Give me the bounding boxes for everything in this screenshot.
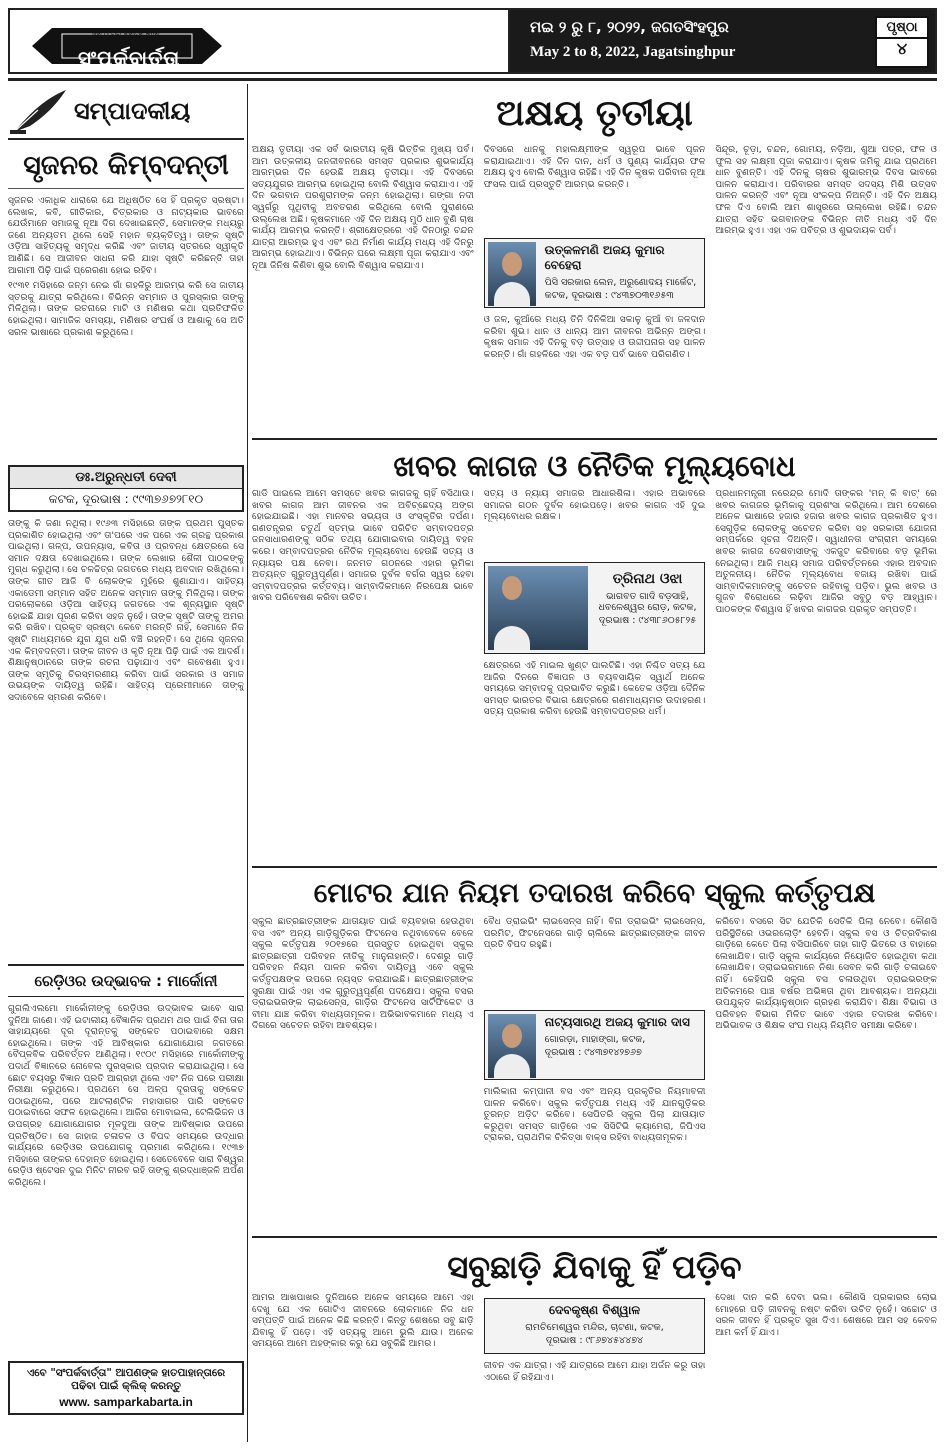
article-column: ସିନ୍ଦୂର, ଚୂଡ଼ା, ଚନ୍ଦନ, ଗୋମୟ, ନଡ଼ିଆ, ଶୁଆ ପତ୍ର, ଫଳ ଓ ଫୁଲ ସହ ଲକ୍ଷ୍ମୀ ପୂଜା କରାଯାଏ। କୃଷକ ଜମିକୁ ଯାଇ ପ୍ରଥମେ ଧାନ ବୁଣନ୍ତି। ଏହି ଦିନକୁ ଚାଷର ଶୁଭାରମ୍ଭ ଦିବସ ଭାବରେ ପାଳନ କରାଯାଏ। ପରିବାରର ସମସ୍ତ ସଦସ୍ୟ ମିଶି ଉତ୍ସବ ପାଳନ କରନ୍ତି ଏବଂ ନୂଆ ସଂକଳ୍ପ ନିଅନ୍ତି। ଏହି ଦିନ ଅକ୍ଷୟ ଫଳ ଦିଏ ବୋଲି ଆମ ଶାସ୍ତ୍ରରେ ଉଲ୍ଲେଖ ରହିଛି। ଚନ୍ଦନ ଯାତ୍ରା ସହିତ ଭଗବାନଙ୍କ ବିଭିନ୍ନ ନୀତି ମଧ୍ୟ ଏହି ଦିନ ଆରମ୍ଭ ହୁଏ। ଏହା ଏକ ପବିତ୍ର ଓ ଶୁଭଦାୟକ ପର୍ବ। bbox=[715, 144, 938, 237]
article-column: ସ୍କୁଲ ଛାତ୍ରଛାତ୍ରୀଙ୍କ ଯାତାୟାତ ପାଇଁ ବ୍ୟବହାର ହେଉଥିବା ବସ ଏବଂ ଅନ୍ୟ ଗାଡ଼ିଗୁଡ଼ିକର ଫିଟନେସ ନଥିବାବେଳେ ବେଳେ ସ୍କୁଲ କର୍ତ୍ତୃପକ୍ଷ ୨୦୧୭ରେ ପ୍ରସ୍ତୁତ ହୋଇଥିବା ସ୍କୁଲ ଛାତ୍ରଛାତ୍ରୀ ପରିବହନ ନୀତିକୁ ମାନୁନାହାନ୍ତି। ଦେଶରୁ ଗାଡ଼ି ପରିବହନ ନିୟମ ପାଳନ କରିବା ଦାୟିତ୍ୱ ଏବେ ସ୍କୁଲ କର୍ତ୍ତୃପକ୍ଷଙ୍କ ଉପରେ ନ୍ୟସ୍ତ କରାଯାଇଛି। ଛାତ୍ରଛାତ୍ରୀଙ୍କ ସୁରକ୍ଷା ପାଇଁ ଏହା ଏକ ଗୁରୁତ୍ୱପୂର୍ଣ୍ଣ ପଦକ୍ଷେପ। ସ୍କୁଲ ବସର ଡ୍ରାଇଭରଙ୍କ ଲାଇସେନ୍ସ, ଗାଡ଼ିର ଫିଟନେସ ସାର୍ଟିଫିକେଟ ଓ ବୀମା ଯାଞ୍ଚ କରିବା ବାଧ୍ୟତାମୂଳକ। ଅଭିଭାବକମାନେ ମଧ୍ୟ ଏ ଦିଗରେ ସଚେତନ ରହିବା ଆବଶ୍ୟକ। bbox=[252, 916, 474, 1032]
masthead-rule bbox=[8, 78, 937, 81]
article-school-vehicle-rules bbox=[252, 872, 937, 1232]
author-phone: ଦୂରଭାଷ : ୯୪୩୮୬୦୫୮୨୫ bbox=[598, 615, 697, 626]
page-number: ୪ bbox=[896, 39, 908, 58]
article-text: ମାଲିକାନା କମ୍ପାନୀ ବସ ଏବଂ ଅନ୍ୟ ପ୍ରକୃତିର ନିୟମାବଳୀ ପାଳନ କରିବେ। ସ୍କୁଲ କର୍ତ୍ତୃପକ୍ଷ ମଧ୍ୟ ଏହି ଯାନଗୁଡ଼ିକର ତୁରନ୍ତ ଅଡ଼ିଟ କରିବେ। ସେପିତରି ସ୍କୁଲ ପିଲା ଯାତାୟାତ କରୁଥିବା ସମସ୍ତ ଗାଡ଼ିରେ ଏକ ସିସିଟିଭି କ୍ୟାମେରା, ଜିପିଏସ ଟ୍ରାକର, ପ୍ରାଥମିକ ଚିକିତ୍ସା ବାକ୍ସ ରହିବା ବାଧ୍ୟତାମୂଳକ। bbox=[483, 1086, 706, 1144]
article-column: କରିବେ। ବସରେ ସିଟ ଯେତିକି ସେତିକି ପିଲା ନେବେ। କୌଣସି ପରିସ୍ଥିତିରେ ଓଭରଲୋଡ଼ିଂ ହେବନି। ସ୍କୁଲ ବସ ଓ ଚିତ୍ରବିକାଶ ଗାଡ଼ିରେ କେତେ ପିଲା ବସିପାରିବେ ତାହା ଗାଡ଼ି ଭିତରେ ଓ ବାହାରେ ଲେଖାଯିବ। ଗାଡ଼ି ସ୍କୁଲ କାର୍ଯ୍ୟରେ ନିୟୋଜିତ ହୋଇଥିବା କଥା ଲେଖାଯିବ। ଡ୍ରାଇଭରମାନେ ନିଶା ସେବନ କରି ଗାଡ଼ି ଚଳାଇବେ ନାହିଁ। କେହିପରି ସ୍କୁଲ ବସ ଚଳାଉଥିବା ଡ୍ରାଇଭରଙ୍କ ଅତିକମରେ ପାଞ୍ଚ ବର୍ଷର ଅଭିଜ୍ଞତା ଥିବା ଆବଶ୍ୟକ। ଅନ୍ୟଥା ଉପଯୁକ୍ତ କାର୍ଯ୍ୟାନୁଷ୍ଠାନ ଗ୍ରହଣ କରାଯିବ। ଶିକ୍ଷା ବିଭାଗ ଓ ପରିବହନ ବିଭାଗ ମିଳିତ ଭାବେ ଏହାର ତଦାରଖ କରିବେ। ଅଭିଭାବକ ଓ ଶିକ୍ଷକ ସଂଘ ମଧ୍ୟ ନିୟମିତ ସମୀକ୍ଷା କରିବେ। bbox=[715, 916, 938, 1032]
author-name: ଉତ୍କଳମଣି ଅଜୟ କୁମାର ବେହେରା bbox=[544, 243, 665, 272]
author-photo bbox=[488, 566, 588, 650]
author-phone: ଦୂରଭାଷ : ୯୮୬୭୪୫୪୪୭୪ bbox=[545, 1335, 644, 1346]
article-akshaya-tritiya bbox=[252, 84, 937, 436]
author-name: ତ୍ରିନାଥ ଓଝା bbox=[612, 571, 683, 587]
article-column: ଦେଖା ଦାନ କରି ଦେବା ଭଲ। କୌଣସି ପ୍ରକାରର ଲୋଭ ମୋହରେ ପଡ଼ି ଜୀବନକୁ ନଷ୍ଟ କରିବା ଉଚିତ ନୁହେଁ। ସଚ୍ଚୋଟ ଓ ସରଳ ଜୀବନ ହିଁ ପ୍ରକୃତ ସୁଖ ଦିଏ। ଶେଷରେ ଆମ ସହ କେବଳ ଆମ କର୍ମ ହିଁ ଯାଏ। bbox=[715, 1292, 938, 1338]
author-address: ପିସି ସରକାର ଲେନ, ଅରୁଣୋଦୟ ମାର୍କେଟ, bbox=[544, 277, 697, 288]
author-phone: କଟକ, ଦୂରଭାଷ : ୯୪୩୭୦୩୧୬୫୩ bbox=[544, 290, 674, 301]
article-title: ଅକ୍ଷୟ ତୃତୀୟା bbox=[496, 93, 693, 134]
radio-heading: ରେଡ଼ିଓର ଉଦ୍ଭାବକ : ମାର୍କୋନୀ bbox=[8, 964, 244, 997]
article-column bbox=[484, 1292, 706, 1440]
author-byline bbox=[484, 562, 706, 654]
article-text: ଜୀବନ ଏକ ଯାତ୍ରା। ଏହି ଯାତ୍ରାରେ ଆମେ ଯାହା ଅର୍ଜନ କରୁ ତାହା ଏଠାରେ ହିଁ ରହିଯାଏ। bbox=[483, 1360, 706, 1383]
article-text: ବୈଧ ଡ୍ରାଇଭିଂ ଲାଇସେନ୍ସ ନାହିଁ। ବିନା ଡ୍ରାଇଭିଂ ଲାଇସେନ୍ସ, ପରମିଟ, ଫିଟନେସରେ ଗାଡ଼ି ଚାଲିଲେ ଛାତ୍ରଛାତ୍ରୀଙ୍କ ଜୀବନ ପ୍ରତି ବିପଦ ରହୁଛି। bbox=[483, 916, 706, 951]
article-text: ସତ୍ୟ ଓ ନ୍ୟାୟ ସମାଜର ଆଧାରଶିଳା। ଏହାର ଅଭାବରେ ସମାଜର ଗଠନ ଦୁର୍ବଳ ହୋଇପଡ଼େ। ଖବର କାଗଜ ଏହି ଦୁଇ ମୂଲ୍ୟବୋଧର ରକ୍ଷକ। bbox=[483, 488, 706, 523]
author-name: ଦେବକୃଷ୍ଣ ବିଶ୍ୱାଳ bbox=[549, 1303, 640, 1317]
masthead-right bbox=[508, 8, 937, 74]
author-info bbox=[485, 1299, 705, 1350]
article-columns bbox=[252, 144, 937, 430]
quill-pen-icon bbox=[8, 86, 70, 136]
author-photo bbox=[488, 242, 536, 306]
article-title: ଖବର କାଗଜ ଓ ନୈତିକ ମୂଲ୍ୟବୋଧ bbox=[393, 449, 796, 483]
article-divider bbox=[252, 866, 937, 868]
masthead-left bbox=[8, 8, 508, 74]
author-info bbox=[539, 1011, 705, 1079]
masthead bbox=[8, 8, 937, 74]
promo-line-1: ଏବେ "ସଂପର୍କବାର୍ତ୍ତା" ଆପଣଙ୍କ ହାତପାହାନ୍ତାରେ bbox=[26, 1367, 226, 1379]
date-english: May 2 to 8, 2022, Jagatsinghpur bbox=[530, 44, 736, 60]
author-byline bbox=[484, 238, 706, 308]
promo-line-2: ପଢିବା ପାଇଁ କ୍ଲିକ୍ କରନ୍ତୁ bbox=[71, 1380, 181, 1392]
author-address: ରାମଚିମେଶ୍ୱର ମନ୍ଦିର, ଚାଟଣା, କଟକ, bbox=[525, 1322, 664, 1333]
page-number-box bbox=[875, 16, 929, 68]
editorial-author-phone: କଟକ, ଦୂରଭାଷ : ୯୯୩୭୬୭୨୮୧୦ bbox=[48, 492, 204, 506]
article-newspaper-ethics bbox=[252, 444, 937, 844]
editorial-body-1 bbox=[8, 189, 244, 459]
editorial-header bbox=[8, 84, 244, 140]
article-column bbox=[484, 916, 706, 1228]
editorial-body-3: ତାଙ୍କୁ କି ଜଣା ନଥିଲା। ୧୯୬୩ ମସିହାରେ ତାଙ୍କ ପ୍ରଥମ ପୁସ୍ତକ ପ୍ରକାଶିତ ହୋଇଥିଲା ଏବଂ ତା'ପରେ ଏକ ପରେ ଏକ ଗ୍ରନ୍ଥ ପ୍ରକାଶ ପାଇଥିଲା। ଗଳ୍ପ, ଉପନ୍ୟାସ, କବିତା ଓ ପ୍ରବନ୍ଧ କ୍ଷେତ୍ରରେ ସେ ସମାନ ଦକ୍ଷତା ଦେଖାଇଥିଲେ। ତାଙ୍କ ଲେଖାର ଶୈଳୀ ପାଠକଙ୍କୁ ମୁଗ୍ଧ କରୁଥିଲା। ସେ ଚଳଚ୍ଚିତ୍ର ଜଗତରେ ମଧ୍ୟ ଅବଦାନ ରଖିଥିଲେ। ତାଙ୍କ ଗୀତ ଆଜି ବି ଲୋକଙ୍କ ମୁହଁରେ ଶୁଣାଯାଏ। ସାହିତ୍ୟ ଏକାଡେମୀ ସମ୍ମାନ ସହିତ ଅନେକ ସମ୍ମାନ ତାଙ୍କୁ ମିଳିଥିଲା। ତାଙ୍କ ପରଲୋକରେ ଓଡ଼ିଆ ସାହିତ୍ୟ ଜଗତରେ ଏକ ଶୂନ୍ୟସ୍ଥାନ ସୃଷ୍ଟି ହୋଇଛି ଯାହା ପୂରଣ କରିବା ସହଜ ନୁହେଁ। ତାଙ୍କ ସୃଷ୍ଟି ତାଙ୍କୁ ଅମର କରି ରଖିବ। ପ୍ରକୃତ ସ୍ରଷ୍ଟା କେବେ ମରନ୍ତି ନାହିଁ, ସେମାନେ ନିଜ ସୃଷ୍ଟି ମାଧ୍ୟମରେ ଯୁଗ ଯୁଗ ଧରି ବଞ୍ଚି ରହନ୍ତି। ସେ ଥିଲେ ସୃଜନର ଏକ କିମ୍ବଦନ୍ତୀ। ତାଙ୍କ ଜୀବନ ଓ କୃତି ନୂଆ ପିଢ଼ି ପାଇଁ ଏକ ଆଦର୍ଶ। ଶିକ୍ଷାନୁଷ୍ଠାନରେ ତାଙ୍କ ରଚନା ପଢ଼ାଯାଏ ଏବଂ ଗବେଷଣା ହୁଏ। ତାଙ୍କ ସ୍ମୃତିକୁ ଚିରସ୍ମରଣୀୟ କରିବା ପାଇଁ ସରକାର ଓ ସମାଜ ଉଭୟଙ୍କ ଦାୟିତ୍ୱ ରହିଛି। ସାହିତ୍ୟ ପ୍ରେମୀମାନେ ତାଙ୍କୁ ସଦାବେଳେ ସ୍ମରଣ କରିବେ। bbox=[8, 518, 244, 703]
paper-name: ସଂପର୍କବାର୍ତ୍ତା bbox=[78, 46, 181, 70]
date-odia: ମଇ ୨ ରୁ ୮, ୨୦୨୨, ଜଗତସିଂହପୁର bbox=[530, 18, 729, 36]
website-link[interactable]: www. samparkabarta.in bbox=[59, 1395, 193, 1409]
article-text: ଦିବସରେ ଧାନକୁ ମହାଲକ୍ଷ୍ମୀଙ୍କ ସ୍ୱରୂପ ଭାବେ ପୂଜନ କରାଯାଇଥାଏ। ଏହି ଦିନ ଦାନ, ଧର୍ମ ଓ ପୁଣ୍ୟ କାର୍ଯ୍ୟର ଫଳ ଅକ୍ଷୟ ହୁଏ ବୋଲି ବିଶ୍ୱାସ ରହିଛି। ଏହି ଦିନ କୃଷକ ପରିବାର ନୂଆ ଫସଲ ପାଇଁ ପ୍ରସ୍ତୁତି ଆରମ୍ଭ କରନ୍ତି। bbox=[483, 144, 706, 190]
author-address: ଗୋରଡ଼ା, ମାହାଙ୍ଗା, କଟକ, bbox=[544, 1034, 646, 1045]
article-divider bbox=[252, 1236, 937, 1238]
author-photo bbox=[488, 1014, 536, 1078]
article-columns bbox=[252, 916, 937, 1228]
masthead-tagline: ଜନ ଓ ଗଣ ଚିନ୍ତନ କରେ bbox=[92, 30, 160, 38]
author-info bbox=[591, 563, 705, 653]
article-title: ସବୁଛାଡ଼ି ଯିବାକୁ ହିଁ ପଡ଼ିବ bbox=[447, 1248, 742, 1286]
editorial-author-name: ଡଃ.ଅରୁନ୍ଧତୀ ଦେବୀ bbox=[10, 467, 242, 489]
article-column: ଆମର ଆଖପାଖର ଦୁନିଆରେ ଅନେକ ସମୟରେ ଆମେ ଏହା ଦେଖୁ ଯେ ଏକ ଗୋଟିଏ ଜୀବନରେ ଲୋକମାନେ ନିଜ ଧନ ସମ୍ପତ୍ତି ପାଇଁ ଅନେକ କିଛି କରନ୍ତି। କିନ୍ତୁ ଶେଷରେ ସବୁ ଛାଡ଼ି ଯିବାକୁ ହିଁ ପଡ଼େ। ଏହି ସତ୍ୟକୁ ଆମେ ଭୁଲି ଯାଉ। ଅନେକ ସମୟରେ ଆମେ ଅହଙ୍କାର କରୁ ଯେ ସବୁକିଛି ଆମର। bbox=[252, 1292, 474, 1350]
article-title: ମୋଟର ଯାନ ନିୟମ ତଦାରଖ କରିବେ ସ୍କୁଲ କର୍ତ୍ତୃପକ୍ଷ bbox=[313, 878, 876, 909]
author-address: ଭାଗବତ ଗାଦି ବଡ଼ସାହି, ଧବଳେଶ୍ୱର ରୋଡ଼, କଟକ, bbox=[598, 591, 697, 613]
editorial-heading: ସମ୍ପାଦକୀୟ bbox=[74, 97, 191, 125]
article-column: ପ୍ରଧାନମନ୍ତ୍ରୀ ନରେନ୍ଦ୍ର ମୋଦି ତାଙ୍କର 'ମନ୍ କି ବାତ୍' ରେ ଖବର କାଗଜର ଭୂମିକାକୁ ପ୍ରଶଂସା କରିଥିଲେ। ଆମ ଦେଶରେ ଅନେକ ଭାଷାରେ ହଜାର ହଜାର ଖବର କାଗଜ ପ୍ରକାଶିତ ହୁଏ। ସେଗୁଡ଼ିକ ଲୋକଙ୍କୁ ସଚେତନ କରିବା ସହ ସରକାରୀ ଯୋଜନା ସମ୍ପର୍କରେ ସୂଚନା ଦିଅନ୍ତି। ସ୍ୱାଧୀନତା ସଂଗ୍ରାମ ସମୟରେ ଖବର କାଗଜ ଦେଶବାସୀଙ୍କୁ ଏକଜୁଟ କରିବାରେ ବଡ଼ ଭୂମିକା ନେଇଥିଲା। ଆଜି ମଧ୍ୟ ସମାଜ ପରିବର୍ତ୍ତନରେ ଏହାର ଅବଦାନ ଅତୁଳନୀୟ। ନୈତିକ ମୂଲ୍ୟବୋଧ ବଜାୟ ରଖିବା ପାଇଁ ସାମ୍ବାଦିକମାନଙ୍କୁ ସଚେତନ ରହିବାକୁ ପଡ଼ିବ। ଭୁଲ ଖବର ଓ ଗୁଜବ ବିରୋଧରେ ଲଢ଼ିବା ଆଜିର ସବୁଠୁ ବଡ଼ ଆହ୍ୱାନ। ପାଠକଙ୍କ ବିଶ୍ୱାସ ହିଁ ଖବର କାଗଜର ପ୍ରକୃତ ସମ୍ପତ୍ତି। bbox=[715, 488, 938, 615]
author-phone: ଦୂରଭାଷ : ୯୪୩୭୧୪୨୭୬୭ bbox=[544, 1047, 642, 1058]
article-column: ଗାଡି ପାଇଲେ ଆମେ ସମସ୍ତେ ଖବର କାଗଜକୁ ଚାହିଁ ବସିଥାଉ। ଖବର କାଗଜ ଆମ ଜୀବନର ଏକ ଅବିଚ୍ଛେଦ୍ୟ ଅଙ୍ଗ ହୋଇଯାଇଛି। ଏହା ମାନବର ସଭ୍ୟତା ଓ ସଂସ୍କୃତିର ଦର୍ପଣ। ଗଣତନ୍ତ୍ରର ଚତୁର୍ଥ ସ୍ତମ୍ଭ ଭାବେ ପରିଚିତ ସମ୍ବାଦପତ୍ର ଜନସାଧାରଣଙ୍କୁ ସଠିକ ତଥ୍ୟ ଯୋଗାଇବାର ଦାୟିତ୍ୱ ବହନ କରେ। ସମ୍ବାଦପତ୍ରର ନୈତିକ ମୂଲ୍ୟବୋଧ ହେଉଛି ସତ୍ୟ ଓ ନ୍ୟାୟର ପକ୍ଷ ନେବା। ଜନମତ ଗଠନରେ ଏହାର ଭୂମିକା ଅତ୍ୟନ୍ତ ଗୁରୁତ୍ୱପୂର୍ଣ୍ଣ। ସମାଜର ଦୁର୍ବଳ ବର୍ଗର ସ୍ୱର ହେବା ସମ୍ବାଦପତ୍ରର କର୍ତ୍ତବ୍ୟ। ସାମ୍ବାଦିକମାନେ ନିରପେକ୍ଷ ଭାବେ ଖବର ପରିବେଷଣ କରିବା ଉଚିତ। bbox=[252, 488, 474, 604]
website-promo-box[interactable] bbox=[8, 1361, 244, 1415]
editorial-paragraph: ୧୯୩୧ ମସିହାରେ ଜନ୍ମ ନେଇ ଗାଁ ଗହଳିରୁ ଆରମ୍ଭ କରି ସେ ଜାତୀୟ ସ୍ତରକୁ ଯାତ୍ରା କରିଥିଲେ। ବିଭିନ୍ନ ସମ୍ମାନ ଓ ପୁରସ୍କାର ତାଙ୍କୁ ମିଳିଥିଲା। ତାଙ୍କ ରଚନାରେ ମାଟି ଓ ମଣିଷର କଥା ପ୍ରତିଫଳିତ ହୋଇଥିଲା। ସାମାଜିକ ସମସ୍ୟା, ମଣିଷର ସଂଘର୍ଷ ଓ ଆଶାକୁ ସେ ଅତି ସରଳ ଭାଷାରେ ପ୍ରକାଶ କରୁଥିଲେ। bbox=[8, 280, 244, 338]
author-byline bbox=[484, 1298, 706, 1354]
editorial-column bbox=[8, 84, 244, 1442]
editorial-author-box bbox=[8, 465, 244, 512]
article-text: ଓ ଜଳ, କୁଆଁରେ ମଧ୍ୟ ତିନି ଦିନିକିଆ ସକାଳୁ କୁଆଁ ବା ଜଳଦାନ କରିବା ଶୁଭ। ଧାନ ଓ ଧାନ୍ୟ ଆମ ଜୀବନର ଅଭିନ୍ନ ଅଙ୍ଗ। କୃଷକ ସମାଜ ଏହି ଦିନକୁ ବଡ଼ ଉତ୍ସାହ ଓ ଉଦ୍ଦୀପନାର ସହ ପାଳନ କରନ୍ତି। ଗାଁ ଗହଳିରେ ଏହା ଏକ ବଡ଼ ପର୍ବ ଭାବେ ପରିଗଣିତ। bbox=[483, 314, 706, 360]
author-byline bbox=[484, 1010, 706, 1080]
article-column bbox=[484, 144, 706, 430]
article-text: କ୍ଷେତ୍ରରେ ଏହି ମାଇଲ ଖୁଣ୍ଟ ପାଲଟିଛି। ଏହା ନିଶ୍ଚିତ ସତ୍ୟ ଯେ ଆଜିର ଦିନରେ ବିଜ୍ଞାପନ ଓ ବ୍ୟବସାୟିକ ସ୍ୱାର୍ଥ ଅନେକ ସମୟରେ ସମ୍ବାଦକୁ ପ୍ରଭାବିତ କରୁଛି। କେତେକ ଓଡ଼ିଆ ଦୈନିକ ସମସ୍ତ ଭାରତର ବିଭାଗ କ୍ଷେତ୍ରରେ ଗଣମାଧ୍ୟମର ଉଦାହରଣ। ସତ୍ୟ ପ୍ରକାଶ କରିବା ହେଉଛି ସମ୍ବାଦପତ୍ରର ଧର୍ମ। bbox=[483, 660, 706, 718]
article-columns bbox=[252, 1292, 937, 1440]
author-info bbox=[539, 239, 705, 307]
article-leave-everything bbox=[252, 1242, 937, 1442]
editorial-paragraph: ସୃଜନର ଏକାଧିକ ଧାରାରେ ଯେ ଅଧିଷ୍ଠିତ ସେ ହିଁ ପ୍ରକୃତ ସ୍ରଷ୍ଟା। ଲେଖକ, କବି, ଗୀତିକାର, ଚିତ୍ରକାର ଓ ନାଟ୍ୟକାର ଭାବରେ ଯେଉଁମାନେ ସମାଜକୁ ନୂଆ ଦିଗ ଦେଖାଇଛନ୍ତି, ସେମାନଙ୍କ ମଧ୍ୟରୁ ଜଣେ ଅନ୍ୟତମ ଥିଲେ ସେହି ମହାନ ବ୍ୟକ୍ତିତ୍ୱ। ତାଙ୍କ ସୃଷ୍ଟି ଓଡ଼ିଆ ସାହିତ୍ୟକୁ ସମୃଦ୍ଧ କରିଛି ଏବଂ ଜାତୀୟ ସ୍ତରରେ ସ୍ୱୀକୃତି ଆଣିଛି। ସେ ଆଜୀବନ ସାଧନା କରି ଯାହା ସୃଷ୍ଟି କରିଛନ୍ତି ତାହା ଆଗାମୀ ପିଢ଼ି ପାଇଁ ପ୍ରେରଣା ହୋଇ ରହିବ। bbox=[8, 195, 244, 276]
article-column bbox=[484, 488, 706, 838]
article-column: ଅକ୍ଷୟ ତୃତୀୟା ଏକ ସର୍ବ ଭାରତୀୟ କୃଷି ଭିତ୍ତିକ ମୁଖ୍ୟ ପର୍ବ। ଆମ ଉତ୍କଳୀୟ ଜନଜୀବନରେ ସମସ୍ତ ପ୍ରକାର ଶୁଭକାର୍ଯ୍ୟ ଆରମ୍ଭର ଦିନ ହେଉଛି ଅକ୍ଷୟ ତୃତୀୟା। ଏହି ଦିବସରେ ସତ୍ୟଯୁଗର ଆରମ୍ଭ ହୋଇଥିଲା ବୋଲି ବିଶ୍ୱାସ କରାଯାଏ। ଏହି ଦିନ ଭଗବାନ ପରଶୁରାମଙ୍କ ଜନ୍ମ ହୋଇଥିଲା। ଗଙ୍ଗା ନଦୀ ସ୍ୱର୍ଗରୁ ପୃଥିବୀକୁ ଅବତରଣ କରିଥିଲେ ବୋଲି ପୁରାଣରେ ଉଲ୍ଲେଖ ଅଛି। କୃଷକମାନେ ଏହି ଦିନ ଅକ୍ଷୟ ମୁଠି ଧାନ ବୁଣି ଚାଷ କାର୍ଯ୍ୟ ଆରମ୍ଭ କରନ୍ତି। ଶ୍ରୀକ୍ଷେତ୍ରରେ ଏହି ଦିନଠାରୁ ଚନ୍ଦନ ଯାତ୍ରା ଆରମ୍ଭ ହୁଏ ଏବଂ ରଥ ନିର୍ମାଣ କାର୍ଯ୍ୟ ମଧ୍ୟ ଏହି ଦିନରୁ ଆରମ୍ଭ ହୋଇଥାଏ। ବିଭିନ୍ନ ଘରେ ଲକ୍ଷ୍ମୀ ପୂଜା କରାଯାଏ ଏବଂ ନୂଆ ଜିନିଷ କିଣିବା ଶୁଭ ବୋଲି ବିଶ୍ୱାସ କରାଯାଏ। bbox=[252, 144, 474, 271]
radio-body: ଗୁଗଲିଏଲମୋ ମାର୍କୋନୀଙ୍କୁ ରେଡ଼ିଓର ଉଦ୍ଭାବକ ଭାବେ ସାରା ଦୁନିଆ ଜାଣେ। ଏହି ଇଟାଲୀୟ ବୈଜ୍ଞାନିକ ପ୍ରଥମ ଥର ପାଇଁ ବିନା ତାର ସାହାଯ୍ୟରେ ଦୂର ଦୂରାନ୍ତକୁ ସଙ୍କେତ ପଠାଇବାରେ ସକ୍ଷମ ହୋଇଥିଲେ। ତାଙ୍କ ଏହି ଆବିଷ୍କାର ଯୋଗାଯୋଗ ଜଗତରେ ବୈପ୍ଳବିକ ପରିବର୍ତ୍ତନ ଆଣିଥିଲା। ୧୯୦୯ ମସିହାରେ ମାର୍କୋନୀଙ୍କୁ ପଦାର୍ଥ ବିଜ୍ଞାନରେ ନୋବେଲ ପୁରସ୍କାର ପ୍ରଦାନ କରାଯାଇଥିଲା। ସେ ଛୋଟ ବୟସରୁ ବିଜ୍ଞାନ ପ୍ରତି ଆଗ୍ରହୀ ଥିଲେ ଏବଂ ନିଜ ଘରେ ପରୀକ୍ଷା ନିରୀକ୍ଷା କରୁଥିଲେ। ପ୍ରଥମେ ସେ ଅଳ୍ପ ଦୂରତାକୁ ସଙ୍କେତ ପଠାଇଥିଲେ, ପରେ ଆଟଲାଣ୍ଟିକ ମହାସାଗର ପାରି ସଙ୍କେତ ପଠାଇବାରେ ସଫଳ ହୋଇଥିଲେ। ଆଜିର ମୋବାଇଲ, ଟେଲିଭିଜନ ଓ ଉପଗ୍ରହ ଯୋଗାଯୋଗର ମୂଳଦୁଆ ତାଙ୍କ ଆବିଷ୍କାର ଉପରେ ପ୍ରତିଷ୍ଠିତ। ସେ ଜାହାଜ ଚଳାଚଳ ଓ ବିପଦ ସମୟରେ ଉଦ୍ଧାର କାର୍ଯ୍ୟରେ ରେଡ଼ିଓର ଉପଯୋଗକୁ ପ୍ରମାଣ କରିଥିଲେ। ୧୯୩୭ ମସିହାରେ ତାଙ୍କର ଦେହାନ୍ତ ହୋଇଥିଲା। ସେତେବେଳେ ସାରା ବିଶ୍ୱର ରେଡ଼ିଓ ଷ୍ଟେସନ ଦୁଇ ମିନିଟ ନୀରବ ରହି ତାଙ୍କୁ ଶ୍ରଦ୍ଧାଞ୍ଜଳି ଅର୍ପଣ କରିଥିଲେ। bbox=[8, 1003, 244, 1188]
editorial-title: ସୃଜନର କିମ୍ବଦନ୍ତୀ bbox=[8, 140, 244, 189]
column-divider bbox=[247, 84, 248, 1442]
page-label: ପୃଷ୍ଠା bbox=[877, 18, 927, 39]
article-divider bbox=[252, 438, 937, 440]
article-columns bbox=[252, 488, 937, 838]
masthead-banner bbox=[32, 26, 222, 70]
author-name: ନାଟ୍ୟସାରଥି ଅଜୟ କୁମାର ଦାସ bbox=[544, 1015, 690, 1029]
